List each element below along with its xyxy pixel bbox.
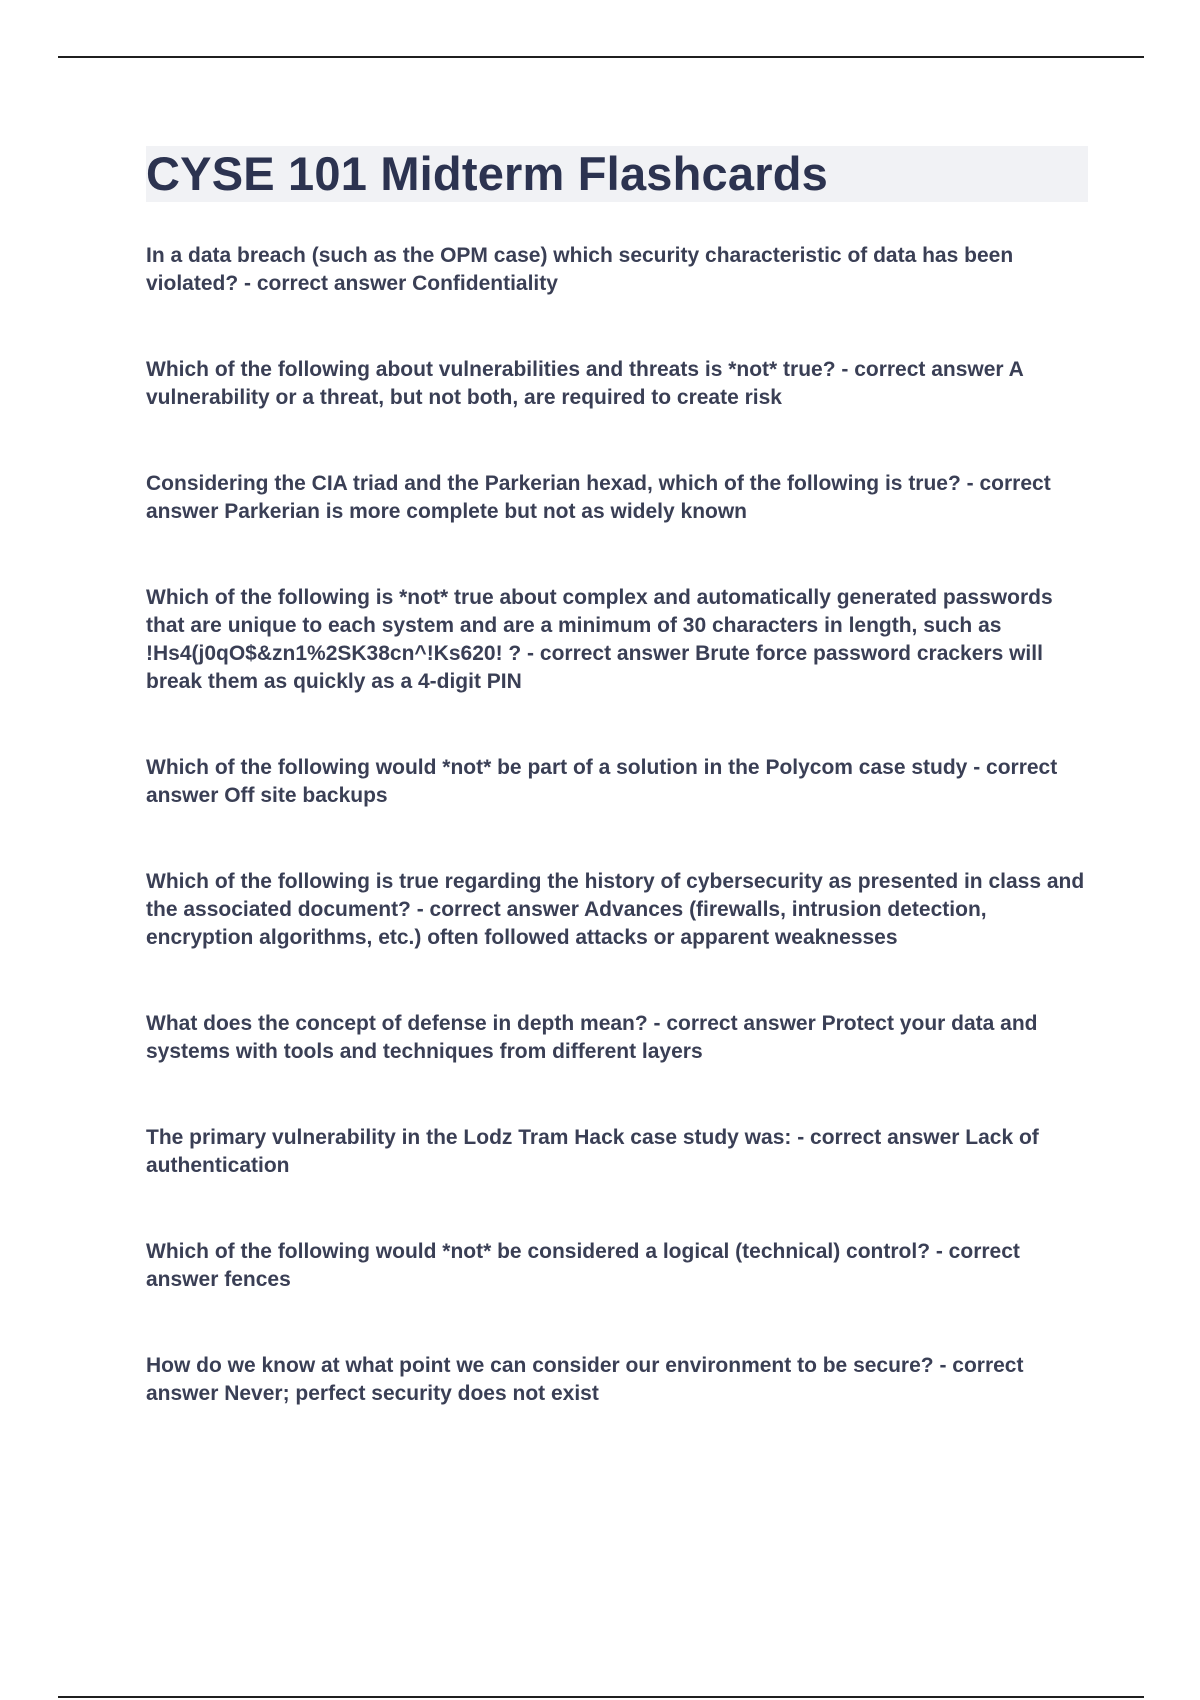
flashcard-list bbox=[146, 242, 1096, 1466]
flashcard-7: What does the concept of defense in depth mean? - correct answer Protect your data and systems with tools and techniques from different layers bbox=[146, 1012, 1038, 1063]
flashcard-1: In a data breach (such as the OPM case) which security characteristic of data has been violated? - correct answer Confidentiality bbox=[146, 244, 1014, 295]
flashcard-8: The primary vulnerability in the Lodz Tram Hack case study was: - correct answer Lack of authentication bbox=[146, 1126, 1039, 1177]
bottom-divider bbox=[58, 1696, 1144, 1698]
top-divider bbox=[58, 56, 1144, 58]
flashcard-10: How do we know at what point we can consider our environment to be secure? - correct answer Never; perfect security does not exist bbox=[146, 1354, 1024, 1405]
flashcard-5: Which of the following would *not* be part of a solution in the Polycom case study - correct answer Off site backups bbox=[146, 756, 1058, 807]
document-title: CYSE 101 Midterm Flashcards bbox=[146, 147, 828, 200]
flashcard-6: Which of the following is true regarding the history of cybersecurity as presented in class and the associated document? - correct answer Advances (firewalls, intrusion detection, encryption algorithms, etc.) often followed attacks or apparent weaknesses bbox=[146, 870, 1085, 949]
flashcard-9: Which of the following would *not* be considered a logical (technical) control? - correct answer fences bbox=[146, 1240, 1020, 1291]
flashcard-2: Which of the following about vulnerabilities and threats is *not* true? - correct answer A vulnerability or a threat, but not both, are required to create risk bbox=[146, 358, 1024, 409]
flashcard-3: Considering the CIA triad and the Parkerian hexad, which of the following is true? - correct answer Parkerian is more complete but not as widely known bbox=[146, 472, 1051, 523]
flashcard-4: Which of the following is *not* true about complex and automatically generated passwords that are unique to each system and are a minimum of 30 characters in length, such as !Hs4(j0qO$&zn1%2SK38cn^!Ks620! ? - correct answer Brute force password crackers will break them as quickly as a 4-digit PIN bbox=[146, 586, 1053, 693]
